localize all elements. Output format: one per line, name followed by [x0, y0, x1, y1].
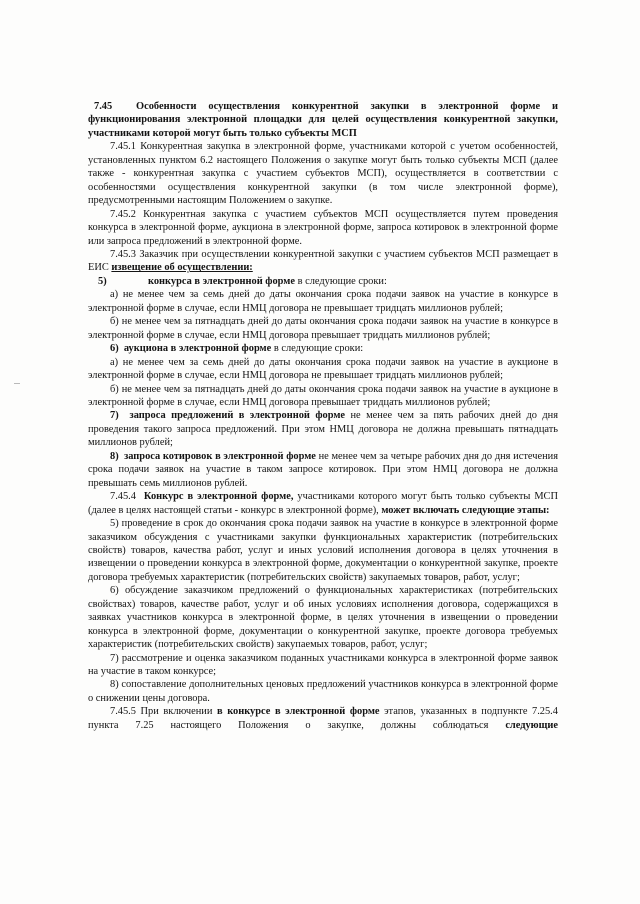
item-6-title: аукциона в электронной форме: [123, 343, 272, 355]
item-8-number: 8): [110, 450, 119, 462]
paragraph-7-45-5-bold: в конкурсе в электронной форме: [217, 706, 380, 718]
item-5-rest: в следующие сроки:: [294, 275, 387, 287]
stage-item-5: 5) проведение в срок до окончания срока подачи заявок на участие в конкурсе в электронной форме заказчиком обсуждения с участниками закупки функциональных характеристик (потребительских свойств) товаров, качества работ, услуг и иных условий исполнения договора в целях уточнения в извещении о проведении конкурса в электронной форме, документации о конкурентной закупке, проекте договора требуемых характеристик (потребительских свойств) закупаемых товаров, работ, услуг;: [88, 518, 558, 583]
stage-item-7: 7) рассмотрение и оценка заказчиком поданных участниками конкурса в электронной форме заявок на участие в таком конкурсе;: [88, 652, 558, 678]
item-6-rest: в следующие сроки:: [271, 343, 364, 355]
paragraph-7-45-3-notice: извещение об осуществлении:: [111, 262, 253, 274]
item-7-proposals: [88, 409, 558, 449]
item-6-number: 6): [110, 343, 119, 355]
paragraph-7-45-5-lead: 7.45.5 При включении: [110, 706, 217, 718]
section-heading-number: 7.45: [94, 101, 113, 112]
item-7-rest: не менее чем за пять рабочих дней до дня проведения такого запроса предложений. При этом НМЦ договора не должна превышать пятнадцать миллионов рублей;: [88, 410, 558, 449]
item-5-number: 5): [98, 275, 107, 287]
section-heading-text: Особенности осуществления конкурентной закупки в электронной форме и функционирования электронной площадки для целей осуществления конкурентной закупки, участниками которой могут быть только субъекты МСП: [88, 101, 559, 139]
paragraph-7-45-1: 7.45.1 Конкурентная закупка в электронной форме, участниками которой с учетом особенностей, установленных пунктом 6.2 настоящего Положения о закупке могут быть только субъекты МСП (далее также - конкурентная закупка с участием субъектов МСП), осуществляется в соответствии с особенностями осуществления конкурентной закупки (в том числе электронной форме), предусмотренными настоящим Положением о закупке.: [88, 141, 558, 207]
paragraph-7-45-2: 7.45.2 Конкурентная закупка с участием субъектов МСП осуществляется путем проведения конкурса в электронной форме, аукциона в электронной форме, запроса котировок в электронной форме или запроса предложений в электронной форме.: [88, 208, 558, 247]
paragraph-7-45-3-lead: 7.45.3 Заказчик при осуществлении конкурентной закупки с участием субъектов МСП размещает в ЕИС: [88, 248, 558, 274]
item-5-sub-b: б) не менее чем за пятнадцать дней до даты окончания срока подачи заявок на участие в конкурсе в электронной форме в случае, если НМЦ договора превышает тридцать миллионов рублей;: [88, 316, 558, 341]
item-7-number: 7): [110, 410, 119, 422]
paragraph-7-45-5-rest: этапов, указанных в подпункте 7.25.4 пункта 7.25 настоящего Положения о закупке, должны соблюдаться: [88, 706, 558, 731]
item-5-title: конкурса в электронной форме: [148, 275, 295, 287]
paragraph-7-45-4-mid: участниками которого могут быть только субъекты МСП (далее в целях настоящей статьи - конкурс в электронной форме),: [88, 491, 558, 516]
item-7-title: запроса предложений в электронной форме: [129, 410, 346, 422]
item-8-title: запроса котировок в электронной форме: [124, 450, 316, 462]
section-heading: [88, 100, 558, 140]
item-6-auction: [88, 342, 558, 355]
item-6-sub-a: а) не менее чем за семь дней до даты окончания срока подачи заявок на участие в аукционе в электронной форме в случае, если НМЦ договора не превышает тридцать миллионов рублей;: [88, 356, 558, 382]
scan-artifact-mark: [14, 383, 20, 384]
paragraph-7-45-4-bold-lead: Конкурс в электронной форме,: [143, 491, 294, 503]
paragraph-7-45-5-tail: следующие: [505, 719, 558, 731]
paragraph-7-45-4-number: 7.45.4: [110, 491, 136, 503]
item-8-quotations: [88, 450, 558, 490]
item-6-sub-b: б) не менее чем за пятнадцать дней до даты окончания срока подачи заявок на участие в аукционе в электронной форме в случае, если НМЦ договора превышает тридцать миллионов рублей;: [88, 383, 558, 408]
document-body: [88, 100, 558, 732]
item-5-sub-a: а) не менее чем за семь дней до даты окончания срока подачи заявок на участие в конкурсе в электронной форме в случае, если НМЦ договора не превышает тридцать миллионов рублей;: [88, 289, 558, 314]
stage-item-6: 6) обсуждение заказчиком предложений о функциональных характеристиках (потребительских свойствах) товаров, качестве работ, услуг и об иных условиях исполнения договора, содержащихся в заявках участников конкурса в электронной форме, в целях уточнения в извещении о проведении конкурса в электронной форме, документации о конкурентной закупке, проекте договора требуемых характеристик (потребительских свойств) закупаемых товаров, работ, услуг;: [88, 585, 558, 651]
paragraph-7-45-5: [88, 705, 558, 732]
item-5-contest: [88, 275, 558, 288]
item-8-rest: не менее чем за четыре рабочих дня до дня истечения срока подачи заявок на участие в таком запросе котировок. При этом НМЦ договора не должна превышать семь миллионов рублей.: [88, 450, 558, 489]
paragraph-7-45-3: [88, 248, 558, 275]
paragraph-7-45-4-bold-tail: может включать следующие этапы:: [381, 504, 550, 516]
stage-item-8: 8) сопоставление дополнительных ценовых предложений участников конкурса в электронной форме о снижении цены договора.: [88, 679, 558, 704]
paragraph-7-45-4: [88, 490, 558, 517]
